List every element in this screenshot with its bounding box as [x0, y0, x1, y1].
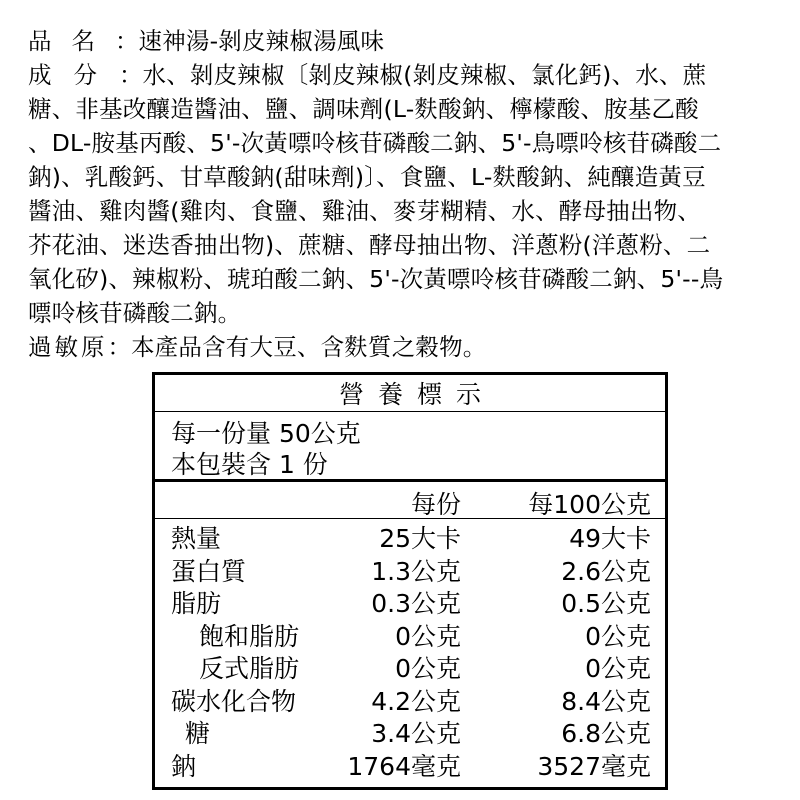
serving-info	[155, 412, 665, 482]
allergen-separator: ：	[107, 333, 131, 361]
allergen-line	[28, 330, 778, 364]
nutrient-per-serving: 1764毫克	[347, 751, 461, 781]
ingredients-line-4: 鈉)、乳酸鈣、甘草酸鈉(甜味劑)〕、食鹽、L-麩酸鈉、純釀造黃豆	[28, 163, 706, 191]
nutrition-column-headers	[155, 482, 665, 519]
nutrition-row-sugar	[155, 718, 665, 751]
nutrient-name: 脂肪	[171, 589, 222, 618]
product-name-label: 品名	[28, 27, 115, 55]
product-name-separator: ：	[115, 27, 139, 55]
product-name-value: 速神湯-剝皮辣椒湯風味	[138, 27, 385, 55]
nutrient-per-100g: 2.6公克	[561, 556, 651, 586]
allergen-value: 本產品含有大豆、含麩質之穀物。	[131, 333, 487, 361]
nutrient-per-100g: 3527毫克	[537, 751, 651, 781]
nutrition-row-energy	[155, 523, 665, 556]
nutrient-per-serving: 3.4公克	[371, 719, 461, 748]
ingredients-line-5: 醬油、雞肉醬(雞肉、食鹽、雞油、麥芽糊精、水、酵母抽出物、	[28, 197, 701, 225]
ingredients-line-2: 糖、非基改釀造醬油、鹽、調味劑(L-麩酸鈉、檸檬酸、胺基乙酸	[28, 95, 699, 123]
product-name-line	[28, 24, 778, 58]
nutrition-rows	[155, 519, 665, 787]
nutrient-name: 糖	[185, 719, 211, 748]
nutrition-row-sodium	[155, 751, 665, 784]
nutrient-per-100g: 0公克	[585, 654, 651, 683]
product-info	[28, 24, 778, 364]
nutrition-row-fat	[155, 588, 665, 621]
ingredients-line-1: 水、剝皮辣椒〔剝皮辣椒(剝皮辣椒、氯化鈣)、水、蔗	[142, 61, 707, 89]
nutrient-per-100g: 0.5公克	[561, 589, 651, 618]
nutrient-name: 蛋白質	[171, 556, 247, 586]
ingredients-separator: ：	[119, 61, 143, 89]
ingredients-line	[28, 58, 778, 92]
nutrient-per-100g: 8.4公克	[561, 686, 651, 716]
nutrient-per-serving: 0公克	[395, 654, 461, 683]
nutrient-name: 飽和脂肪	[199, 621, 300, 651]
nutrient-name: 反式脂肪	[199, 654, 300, 683]
serving-size: 每一份量 50公克	[171, 419, 361, 448]
nutrition-row-protein	[155, 556, 665, 589]
nutrition-row-saturated-fat	[155, 621, 665, 654]
ingredients-label: 成分	[28, 61, 119, 89]
allergen-label: 過敏原	[28, 333, 108, 361]
nutrient-per-100g: 0公克	[585, 621, 651, 651]
nutrient-per-serving: 4.2公克	[371, 686, 461, 716]
nutrition-row-carbohydrate	[155, 686, 665, 719]
ingredients-line-6: 芥花油、迷迭香抽出物)、蔗糖、酵母抽出物、洋蔥粉(洋蔥粉、二	[28, 231, 711, 259]
nutrient-per-100g: 49大卡	[569, 524, 651, 553]
ingredients-line-8: 嘌呤核苷磷酸二鈉。	[28, 299, 242, 327]
nutrient-name: 碳水化合物	[171, 686, 297, 716]
ingredients-line-7: 氧化矽)、辣椒粉、琥珀酸二鈉、5'-次黃嘌呤核苷磷酸二鈉、5'--鳥	[28, 265, 724, 293]
column-header-per-100g: 每100公克	[528, 490, 651, 519]
nutrient-per-serving: 25大卡	[379, 524, 461, 553]
nutrient-per-serving: 0.3公克	[371, 589, 461, 618]
column-header-per-serving: 每份	[410, 490, 461, 519]
nutrient-per-serving: 1.3公克	[371, 556, 461, 586]
nutrition-title: 營養標示	[155, 375, 665, 412]
nutrient-name: 鈉	[171, 751, 197, 781]
servings-per-package: 本包裝含 1 份	[171, 450, 328, 479]
nutrition-row-trans-fat	[155, 653, 665, 686]
nutrient-per-100g: 6.8公克	[561, 719, 651, 748]
nutrient-name: 熱量	[171, 524, 222, 553]
ingredients-line-3: 、DL-胺基丙酸、5'-次黃嘌呤核苷磷酸二鈉、5'-鳥嘌呤核苷磷酸二	[28, 129, 722, 157]
nutrition-facts-table	[152, 372, 668, 790]
nutrient-per-serving: 0公克	[395, 621, 461, 651]
